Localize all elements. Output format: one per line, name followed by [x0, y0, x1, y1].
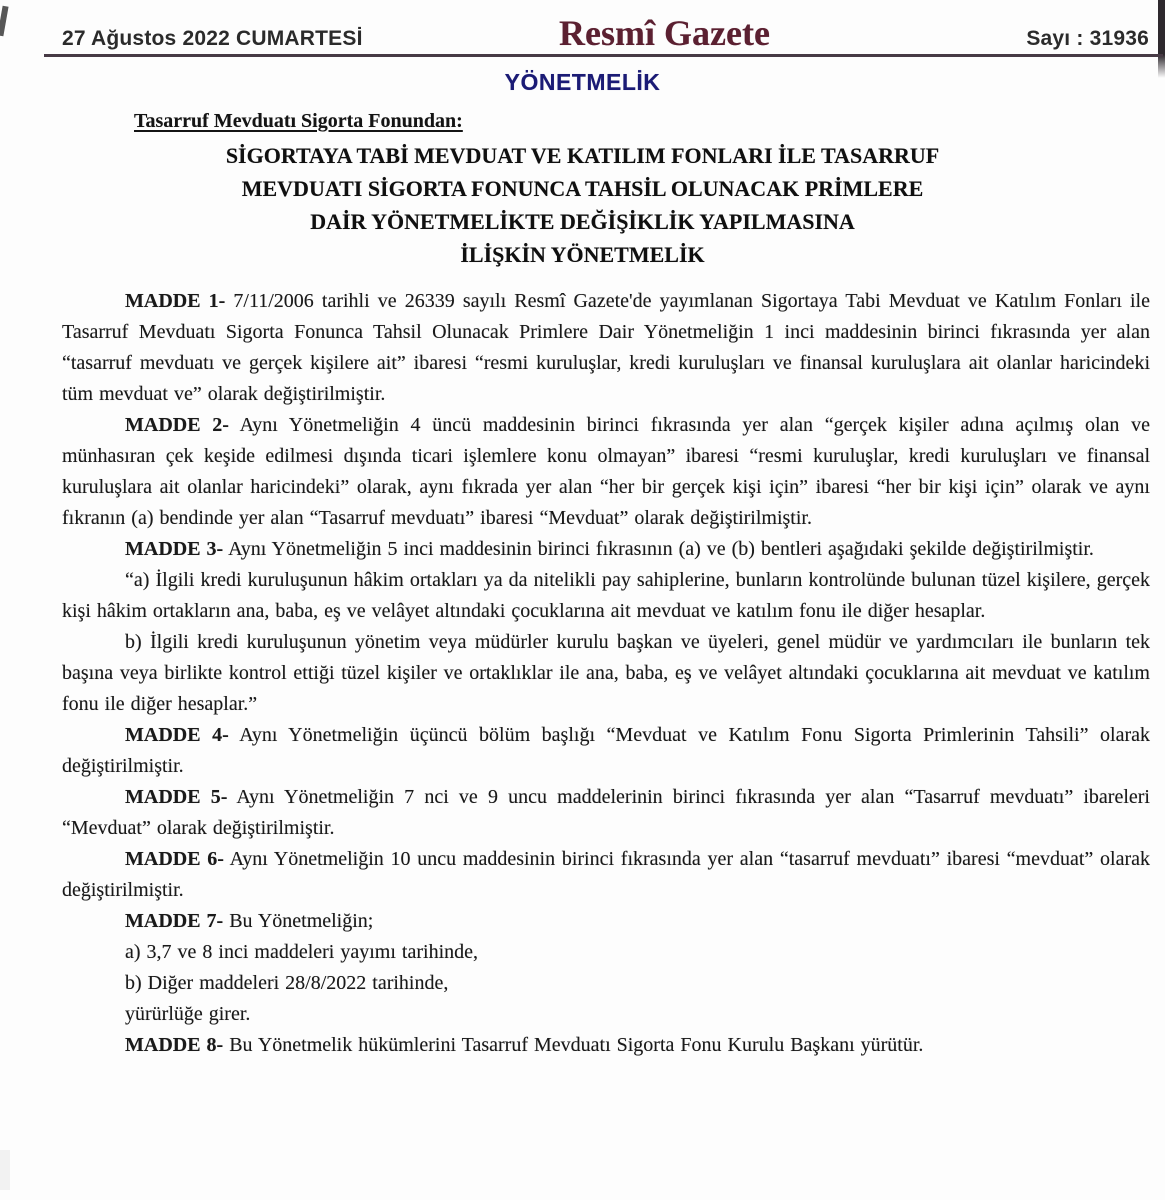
article-lead: MADDE 7- [125, 910, 224, 932]
article-text: “a) İlgili kredi kuruluşunun hâkim ortakları ya da nitelikli pay sahiplerine, bunların kontrolünde bulunan tüzel kişilere, gerçek kişi hâkim ortakların ana, baba, eş ve velâyet altındaki çocuklarına ait mevduat ve katılım fonu ile diğer hesaplar. [62, 569, 1150, 622]
article-text: Bu Yönetmelik hükümlerini Tasarruf Mevduatı Sigorta Fonu Kurulu Başkanı yürütür. [223, 1034, 924, 1056]
section-heading: YÖNETMELİK [504, 69, 661, 95]
article-paragraph-madde-3 [62, 534, 1150, 565]
article-text: a) 3,7 ve 8 inci maddeleri yayımı tarihinde, [125, 941, 478, 963]
article-lead: MADDE 5- [125, 786, 228, 808]
regulation-title-line: İLİŞKİN YÖNETMELİK [460, 242, 705, 267]
regulation-title-line: DAİR YÖNETMELİKTE DEĞİŞİKLİK YAPILMASINA [310, 209, 855, 234]
article-text: Aynı Yönetmeliğin 10 uncu maddesinin birinci fıkrasında yer alan “tasarruf mevduatı” ibaresi “mevduat” olarak değiştirilmiştir. [62, 848, 1151, 901]
article-paragraph-clause-b [62, 627, 1150, 720]
article-text: b) İlgili kredi kuruluşunun yönetim veya müdürler kurulu başkan ve üyeleri, genel müdür ve yardımcıları ile bunların tek başına veya birlikte kontrol ettiği tüzel kişiler ve ortaklıklar ile ana, baba, eş ve velâyet altındaki çocuklarına ait mevduat ve katılım fonu ile diğer hesaplar.” [62, 631, 1150, 715]
regulation-title-line: SİGORTAYA TABİ MEVDUAT VE KATILIM FONLARI İLE TASARRUF [225, 143, 940, 168]
article-text: 7/11/2006 tarihli ve 26339 sayılı Resmî Gazete'de yayımlanan Sigortaya Tabi Mevduat ve Katılım Fonları ile Tasarruf Mevduatı Sigorta Fonunca Tahsil Olunacak Primlere Dair Yönetmeliğin 1 inci maddesinin birinci fıkrasında yer alan “tasarruf mevduatı ve gerçek kişilere ait” ibaresi “resmi kuruluşlar, kredi kuruluşları ve finansal kuruluşlara ait olanlar haricindeki tüm mevduat ve” olarak değiştirilmiştir. [62, 290, 1150, 405]
article-text: b) Diğer maddeleri 28/8/2022 tarihinde, [125, 972, 449, 994]
article-lead: MADDE 6- [125, 848, 224, 870]
regulation-title [0, 139, 1165, 271]
article-text: Aynı Yönetmeliğin 4 üncü maddesinin birinci fıkrasında yer alan “gerçek kişiler adına açılmış olan ve münhasıran çek keşide edilmesi dışında ticari işlemlere konu olmayan” ibaresi “resmi kuruluşlar, kredi kuruluşları ve finansal kuruluşlara ait olanlar haricindeki” olarak, aynı fıkrada yer alan “her bir gerçek kişi için” ibaresi “her bir kişi için” olarak ve aynı fıkranın (a) bendinde yer alan “Tasarruf mevduatı” ibaresi “Mevduat” olarak değiştirilmiştir. [62, 414, 1150, 529]
article-paragraph-madde-6 [62, 844, 1150, 906]
article-lead: MADDE 3- [125, 538, 224, 560]
article-text: Aynı Yönetmeliğin 7 nci ve 9 uncu maddelerinin birinci fıkrasında yer alan “Tasarruf mevduatı” ibareleri “Mevduat” olarak değiştirilmiştir. [62, 786, 1150, 839]
article-paragraph-madde-8 [62, 1030, 1150, 1061]
issuing-authority: Tasarruf Mevduatı Sigorta Fonundan: [134, 110, 463, 132]
article-paragraph-madde-7 [62, 906, 1150, 937]
article-paragraph-madde-7-closing [62, 999, 1150, 1030]
scan-artifact-top-right [1158, 0, 1165, 78]
article-lead: MADDE 8- [125, 1034, 224, 1056]
article-lead: MADDE 4- [125, 724, 229, 746]
article-paragraph-madde-4 [62, 720, 1150, 782]
article-paragraph-madde-1 [62, 286, 1150, 410]
regulation-title-line: MEVDUATI SİGORTA FONUNCA TAHSİL OLUNACAK PRİMLERE [241, 176, 924, 201]
article-text: Bu Yönetmeliğin; [223, 910, 374, 932]
article-lead: MADDE 2- [125, 414, 229, 436]
regulation-body [62, 286, 1150, 1061]
article-paragraph-madde-2 [62, 410, 1150, 534]
article-paragraph-clause-a [62, 565, 1150, 627]
article-paragraph-madde-5 [62, 782, 1150, 844]
article-text: yürürlüğe girer. [125, 1003, 251, 1025]
gazette-issue-number: Sayı : 31936 [1026, 27, 1149, 50]
article-text: Aynı Yönetmeliğin üçüncü bölüm başlığı “Mevduat ve Katılım Fonu Sigorta Primlerinin Tahsili” olarak değiştirilmiştir. [62, 724, 1150, 777]
gazette-date: 27 Ağustos 2022 CUMARTESİ [62, 27, 363, 50]
gazette-masthead: Resmî Gazete [559, 13, 770, 53]
gazette-header [62, 12, 1149, 54]
article-text: Aynı Yönetmeliğin 5 inci maddesinin birinci fıkrasının (a) ve (b) bentleri aşağıdaki şekilde değiştirilmiştir. [223, 538, 1094, 560]
scan-artifact-bottom-left [0, 1150, 10, 1190]
header-divider-rule [44, 54, 1163, 57]
article-paragraph-madde-7-item-a [62, 937, 1150, 968]
article-paragraph-madde-7-item-b [62, 968, 1150, 999]
scan-artifact-top-left [0, 6, 9, 37]
article-lead: MADDE 1- [125, 290, 226, 312]
